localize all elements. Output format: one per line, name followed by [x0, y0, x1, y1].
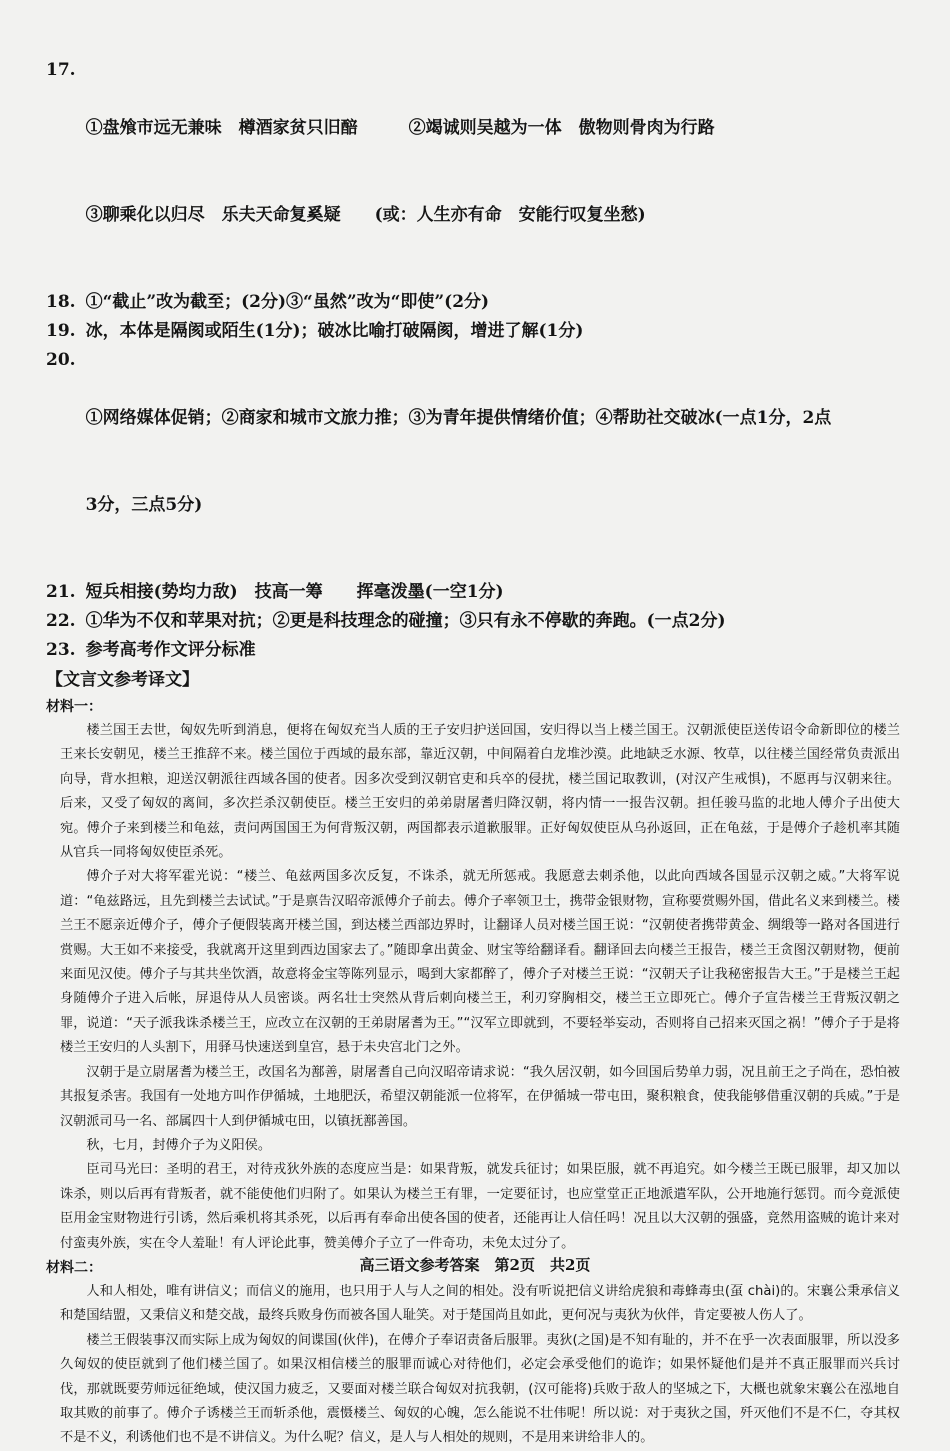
paragraph: 傅介子对大将军霍光说：“楼兰、龟兹两国多次反复，不诛杀，就无所惩戒。我愿意去刺杀他，以此向西域各国显示汉朝之威。”大将军说道：“龟兹路远，且先到楼兰去试试。”于是禀告汉昭帝派傅介子前去。傅介子率领卫士，携带金银财物，宣称要赏赐外国，借此名义来到楼兰。楼兰王不愿亲近傅介子，傅介子便假装离开楼兰国，到达楼兰西部边界时，让翻译人员对楼兰国王说：“汉朝使者携带黄金、绸缎等一路对各国进行赏赐。大王如不来接受，我就离开这里到西边国家去了。”随即拿出黄金、财宝等给翻译看。翻译回去向楼兰王报告，楼兰王贪图汉朝财物，便前来面见汉使。傅介子与其共坐饮酒，故意将金宝等陈列显示，喝到大家都醉了，傅介子对楼兰王说：“汉朝天子让我秘密报告大王。”于是楼兰王起身随傅介子进入后帐，屏退侍从人员密谈。两名壮士突然从背后刺向楼兰王，利刃穿胸相交，楼兰王立即死亡。傅介子宣告楼兰王背叛汉朝之罪，说道：“天子派我诛杀楼兰王，应改立在汉朝的王弟尉屠耆为王。”“汉军立即就到，不要轻举妄动，否则将自己招来灭国之祸！”傅介子于是将楼兰王安归的人头割下，用驿马快速送到皇宫，悬于未央宫北门之外。	[60, 869, 900, 1056]
answer-line: ①“截止”改为截至；(2分)③“虽然”改为“即使”(2分)	[85, 292, 490, 312]
paragraph: 秋，七月，封傅介子为义阳侯。	[86, 1137, 272, 1153]
answer-line: 参考高考作文评分标准	[85, 640, 256, 660]
answer-line: ③聊乘化以归尽 乐夫天命复奚疑 (或：人生亦有命 安能行叹复坐愁)	[85, 205, 646, 225]
answer-23	[46, 636, 900, 665]
answer-number: 20.	[46, 350, 76, 370]
answer-number: 22.	[46, 611, 76, 631]
answer-number: 18.	[46, 292, 76, 312]
paragraph: 人和人相处，唯有讲信义；而信义的施用，也只用于人与人之间的相处。没有听说把信义讲给虎狼和毒蜂毒虫(虿 chài)的。宋襄公秉承信义和楚国结盟，又秉信义和楚交战，最终兵败身伤而被各国人耻笑。对于楚国尚且如此，更何况与夷狄为伙伴，肯定要被人伤人了。	[60, 1283, 900, 1324]
answer-number: 19.	[46, 321, 76, 341]
material-one	[46, 695, 900, 1256]
material-two	[46, 1256, 900, 1451]
answer-number: 23.	[46, 640, 76, 660]
answer-line: 3分，三点5分)	[85, 495, 203, 515]
answer-number: 21.	[46, 582, 76, 602]
answer-22	[46, 607, 900, 636]
answer-line: ①华为不仅和苹果对抗；②更是科技理念的碰撞；③只有永不停歇的奔跑。(一点2分)	[85, 611, 726, 631]
answer-line: 冰，本体是隔阂或陌生(1分)；破冰比喻打破隔阂，增进了解(1分)	[85, 321, 584, 341]
paragraph: 汉朝于是立尉屠耆为楼兰王，改国名为鄯善，尉屠耆自己向汉昭帝请求说：“我久居汉朝，如今回国后势单力弱，况且前王之子尚在，恐怕被其报复杀害。我国有一处地方叫作伊循城，土地肥沃，希望汉朝能派一位将军，在伊循城一带屯田，聚积粮食，使我能够借重汉朝的兵威。”于是汉朝派司马一名、部属四十人到伊循城屯田，以镇抚鄯善国。	[60, 1064, 900, 1129]
answer-17	[46, 56, 900, 288]
answer-18	[46, 288, 900, 317]
paragraph: 楼兰王假装事汉而实际上成为匈奴的间谍国(伙伴)，在傅介子奉诏责备后服罪。夷狄(之国)是不知有耻的，并不在乎一次表面服罪，所以没多久匈奴的使臣就到了他们楼兰国了。如果汉相信楼兰的服罪而诚心对待他们，必定会承受他们的诡诈；如果怀疑他们是并不真正服罪而兴兵讨伐，那就既要劳师远征绝域，使汉国力疲乏，又要面对楼兰联合匈奴对抗我朝，(汉可能将)兵败于敌人的坚城之下，大概也就象宋襄公在泓地自取其败的前事了。傅介子诱楼兰王而斩杀他，震慑楼兰、匈奴的心魄，怎么能说不壮伟呢！所以说：对于夷狄之国，歼灭他们不是不仁，夺其权不是不义，利诱他们也不是不讲信义。为什么呢？信义，是人与人相处的规则，不是用来讲给非人的。	[60, 1332, 900, 1446]
answer-20	[46, 346, 900, 578]
material-one-label: 材料一：	[46, 699, 102, 715]
material-two-label: 材料二：	[46, 1259, 102, 1276]
answer-list	[46, 56, 900, 665]
answer-line: ①盘飧市远无兼味 樽酒家贫只旧醅 ②竭诚则吴越为一体 傲物则骨肉为行路	[85, 118, 715, 138]
paragraph: 楼兰国王去世，匈奴先听到消息，便将在匈奴充当人质的王子安归护送回国，安归得以当上楼兰国王。汉朝派使臣送传诏令命新即位的楼兰王来长安朝见，楼兰王推辞不来。楼兰国位于西域的最东部，靠近汉朝，中间隔着白龙堆沙漠。此地缺乏水源、牧草，以往楼兰国经常负责派出向导，背水担粮，迎送汉朝派往西域各国的使者。因多次受到汉朝官吏和兵卒的侵扰，楼兰国记取教训，(对汉产生戒惧)，不愿再与汉朝来往。后来，又受了匈奴的离间，多次拦杀汉朝使臣。楼兰王安归的弟弟尉屠耆归降汉朝，将内情一一报告汉朝。担任骏马监的北地人傅介子出使大宛。傅介子来到楼兰和龟兹，责问两国国王为何背叛汉朝，两国都表示道歉服罪。正好匈奴使臣从乌孙返回，正在龟兹，于是傅介子趁机率其随从官兵一同将匈奴使臣杀死。	[60, 723, 900, 861]
answer-line: 短兵相接(势均力敌) 技高一筹 挥毫泼墨(一空1分)	[85, 582, 504, 602]
page-footer: 高三语文参考答案 第2页 共2页	[359, 1256, 591, 1274]
answer-line: ①网络媒体促销；②商家和城市文旅力推；③为青年提供情绪价值；④帮助社交破冰(一点1分，2点	[85, 408, 832, 428]
translation-section-title: 【文言文参考译文】	[46, 670, 199, 690]
answer-21	[46, 578, 900, 607]
paragraph: 臣司马光曰：圣明的君王，对待戎狄外族的态度应当是：如果背叛，就发兵征讨；如果臣服，就不再追究。如今楼兰王既已服罪，却又加以诛杀，则以后再有背叛者，就不能使他们归附了。如果认为楼兰王有罪，一定要征讨，也应堂堂正正地派遣军队，公开地施行惩罚。而今竟派使臣用金宝财物进行引诱，然后乘机将其杀死，以后再有奉命出使各国的使者，还能再让人信任吗！况且以大汉朝的强盛，竟然用盗贼的诡计来对付蛮夷外族，实在令人羞耻！有人评论此事，赞美傅介子立了一件奇功，未免太过分了。	[60, 1162, 900, 1251]
answer-19	[46, 317, 900, 346]
answer-number: 17.	[46, 60, 76, 80]
